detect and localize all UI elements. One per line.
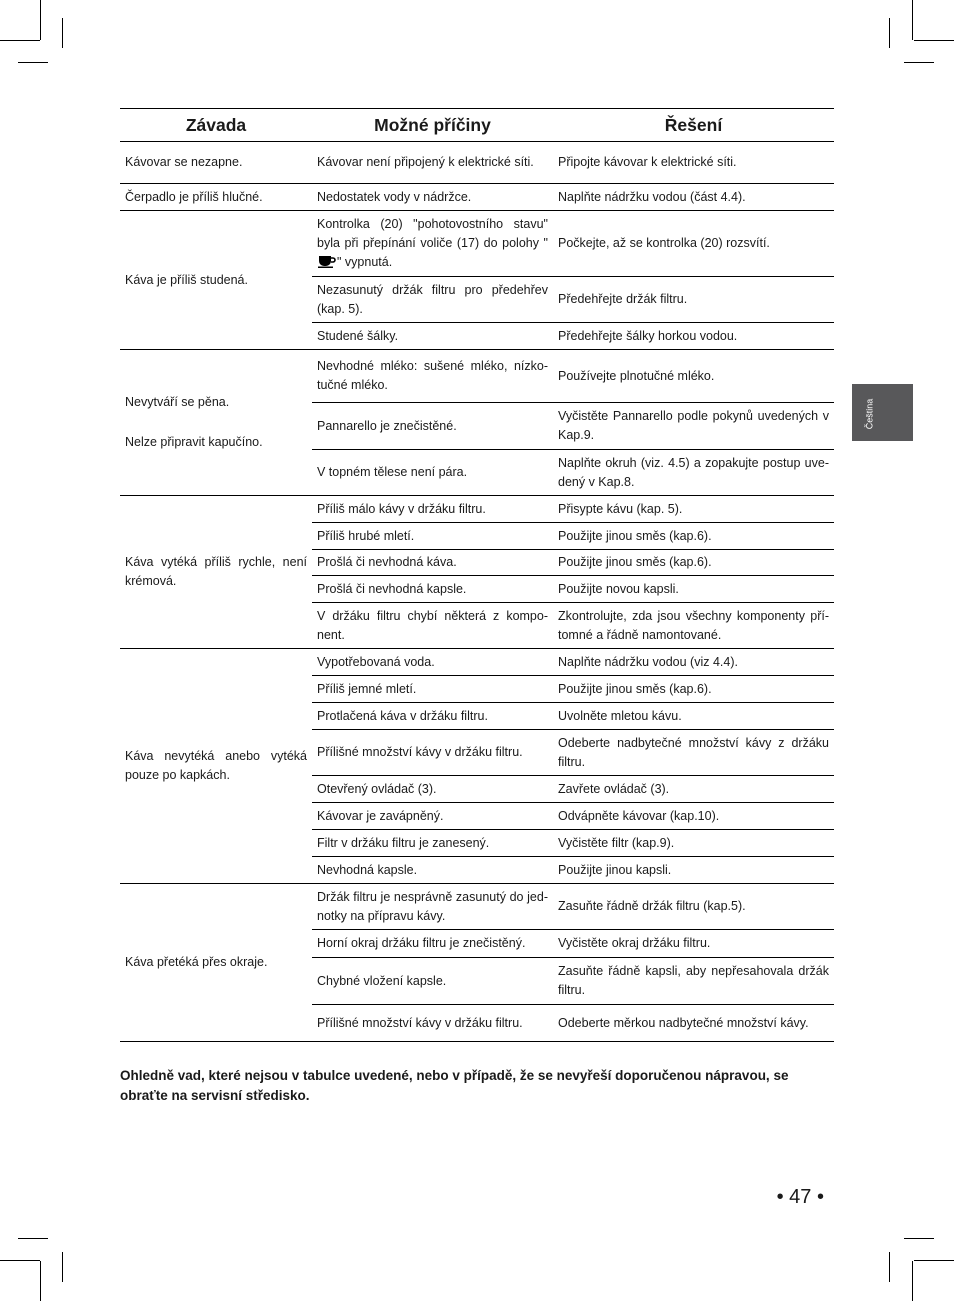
solution-cell: Odvápněte kávovar (kap.10).	[553, 803, 834, 830]
cause-cell: Přílišné množství kávy v držáku filtru.	[312, 730, 553, 776]
table-row	[120, 184, 834, 211]
crop-mark	[889, 1252, 890, 1282]
crop-mark	[40, 0, 41, 40]
column-header-fault: Závada	[120, 109, 312, 142]
crop-mark	[912, 0, 913, 40]
table-row	[120, 884, 834, 930]
table-row	[120, 350, 834, 403]
solution-cell: Uvolněte mletou kávu.	[553, 703, 834, 730]
problem-text: Nelze připravit kapučíno.	[125, 435, 263, 449]
solution-cell: Počkejte, až se kontrolka (20) rozsvítí.	[553, 211, 834, 277]
solution-cell: Použijte novou kapsli.	[553, 576, 834, 603]
crop-mark	[889, 18, 890, 48]
cause-cell: Přílišné množství kávy v držáku filtru.	[312, 1005, 553, 1042]
table-row	[120, 142, 834, 184]
cause-cell: V topném tělese není pára.	[312, 450, 553, 496]
solution-cell: Předehřejte šálky horkou vodou.	[553, 323, 834, 350]
solution-cell: Připojte kávovar k elektrické síti.	[558, 155, 737, 169]
solution-cell: Odeberte nadbytečné množství kávy z držáku filtru.	[553, 730, 834, 776]
solution-cell: Použijte jinou směs (kap.6).	[553, 550, 834, 576]
solution-cell: Používejte plnotučné mléko.	[553, 350, 834, 403]
cause-cell: Nezasunutý držák filtru pro předehřev (kap. 5).	[312, 277, 553, 323]
cause-cell: Nevhodná kapsle.	[312, 857, 553, 884]
language-tab	[852, 384, 913, 441]
cause-cell: Studené šálky.	[312, 323, 553, 350]
crop-mark	[912, 1261, 913, 1301]
problem-cell	[120, 350, 312, 496]
table-row	[120, 649, 834, 676]
cause-cell: Chybné vložení kapsle.	[312, 958, 553, 1005]
cause-cell: Příliš hrubé mletí.	[312, 523, 553, 550]
column-header-solution: Řešení	[553, 109, 834, 142]
solution-cell: Předehřejte držák filtru.	[553, 277, 834, 323]
solution-cell: Zasuňte řádně držák filtru (kap.5).	[553, 884, 834, 930]
solution-cell: Odeberte měrkou nadbytečné množství kávy.	[553, 1005, 834, 1042]
cause-cell: Držák filtru je nesprávně zasunutý do jed-notky na přípravu kávy.	[312, 884, 553, 930]
crop-mark	[904, 1238, 934, 1239]
column-header-causes: Možné příčiny	[312, 109, 553, 142]
cause-cell: Prošlá či nevhodná kapsle.	[312, 576, 553, 603]
solution-cell: Naplňte nádržku vodou (viz 4.4).	[553, 649, 834, 676]
solution-cell: Naplňte okruh (viz. 4.5) a zopakujte postup uve-dený v Kap.8.	[553, 450, 834, 496]
solution-cell: Zkontrolujte, zda jsou všechny komponenty pří-tomné a řádně namontované.	[553, 603, 834, 649]
crop-mark	[904, 62, 934, 63]
problem-cell: Káva je příliš studená.	[120, 211, 312, 350]
solution-cell: Použijte jinou směs (kap.6).	[553, 523, 834, 550]
crop-mark	[0, 40, 40, 41]
cause-cell: Příliš jemné mletí.	[312, 676, 553, 703]
cause-cell: Protlačená káva v držáku filtru.	[312, 703, 553, 730]
crop-mark	[914, 1260, 954, 1261]
problem-text: Nevytváří se pěna.	[125, 395, 230, 409]
cause-cell: Kávovar je zavápněný.	[312, 803, 553, 830]
cause-cell: Vypotřebovaná voda.	[312, 649, 553, 676]
cause-cell: Nedostatek vody v nádržce.	[312, 184, 553, 211]
solution-cell: Naplňte nádržku vodou (část 4.4).	[553, 184, 834, 211]
cup-icon	[318, 255, 336, 268]
problem-cell: Káva přetéká přes okraje.	[120, 884, 312, 1042]
crop-mark	[18, 62, 48, 63]
cause-cell: Prošlá či nevhodná káva.	[312, 550, 553, 576]
table-row	[120, 496, 834, 523]
crop-mark	[62, 1252, 63, 1282]
cause-cell: Kávovar není připojený k elektrické síti.	[317, 155, 534, 169]
cause-cell: Pannarello je znečistěné.	[312, 403, 553, 450]
cause-cell: V držáku filtru chybí některá z kompo-nent.	[312, 603, 553, 649]
cause-cell: Filtr v držáku filtru je zanesený.	[312, 830, 553, 857]
table-header-row	[120, 109, 834, 142]
page-number: • 47 •	[776, 1186, 824, 1208]
cause-cell: Příliš málo kávy v držáku filtru.	[312, 496, 553, 523]
problem-cell: Kávovar se nezapne.	[125, 155, 243, 169]
troubleshooting-table	[120, 108, 834, 1042]
cause-cell: Nevhodné mléko: sušené mléko, nízko-tučné mléko.	[312, 350, 553, 403]
solution-cell: Použijte jinou směs (kap.6).	[553, 676, 834, 703]
cause-text: Kontrolka (20) "pohotovostního stavu" byla při přepínání voliče (17) do polohy "	[317, 217, 548, 250]
solution-cell: Použijte jinou kapsli.	[553, 857, 834, 884]
problem-cell: Čerpadlo je příliš hlučné.	[120, 184, 312, 211]
cause-cell: Otevřený ovládač (3).	[312, 776, 553, 803]
crop-mark	[914, 40, 954, 41]
solution-cell: Zavřete ovládač (3).	[553, 776, 834, 803]
table-row	[120, 211, 834, 277]
solution-cell: Vyčistěte okraj držáku filtru.	[553, 930, 834, 958]
solution-cell: Zasuňte řádně kapsli, aby nepřesahovala držák filtru.	[553, 958, 834, 1005]
service-note: Ohledně vad, které nejsou v tabulce uvedené, nebo v případě, že se nevyřeší doporučenou nápravou, se obraťte na servisní středisko.	[120, 1068, 789, 1103]
cause-cell: Horní okraj držáku filtru je znečistěný.	[312, 930, 553, 958]
language-tab-label: Čeština	[864, 398, 875, 430]
problem-cell: Káva vytéká příliš rychle, není krémová.	[120, 496, 312, 649]
crop-mark	[0, 1260, 40, 1261]
crop-mark	[62, 18, 63, 48]
cause-text: " vypnutá.	[337, 255, 393, 269]
cause-cell	[312, 211, 553, 277]
problem-cell: Káva nevytéká anebo vytéká pouze po kapkách.	[120, 649, 312, 884]
solution-cell: Přisypte kávu (kap. 5).	[553, 496, 834, 523]
solution-cell: Vyčistěte Pannarello podle pokynů uvedených v Kap.9.	[553, 403, 834, 450]
crop-mark	[18, 1238, 48, 1239]
solution-cell: Vyčistěte filtr (kap.9).	[553, 830, 834, 857]
crop-mark	[40, 1261, 41, 1301]
